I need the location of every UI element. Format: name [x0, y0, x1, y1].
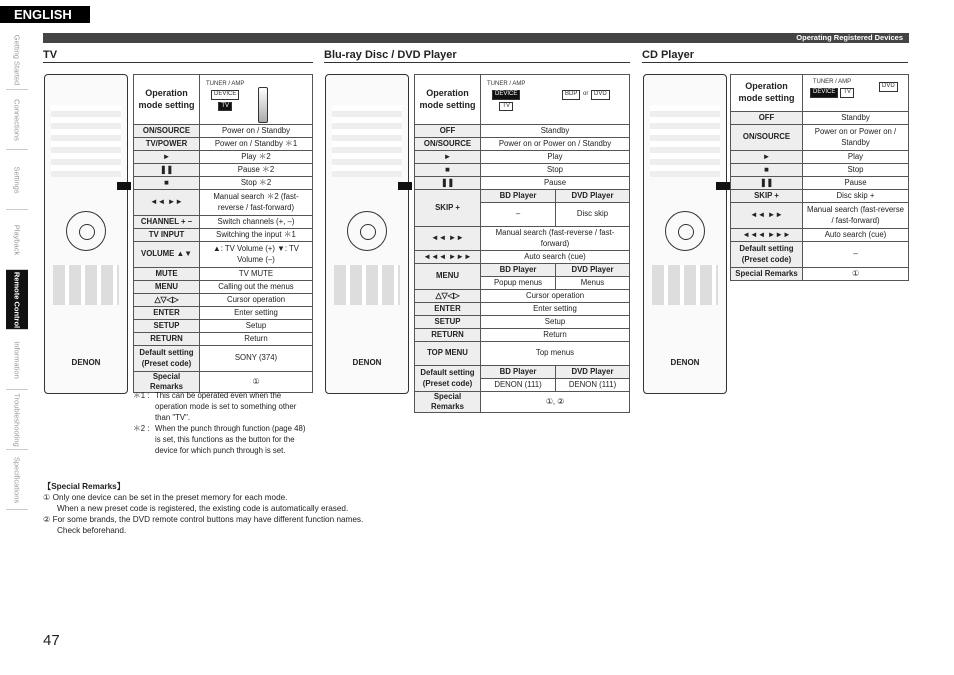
table-row: OFF Standby	[731, 112, 909, 125]
remote-control-image-cd: DENON	[643, 74, 727, 394]
table-row: ◄◄ ►► Manual search ＊2 (fast-reverse / fast-forward)	[134, 190, 313, 216]
nav-remote-control[interactable]: Remote Control	[6, 270, 28, 330]
table-row: TV INPUT Switching the input ＊1	[134, 229, 313, 242]
table-row: VOLUME ▲▼ ▲: TV Volume (+) ▼: TV Volume (–)	[134, 242, 313, 268]
nav-troubleshooting[interactable]: Troubleshooting	[6, 390, 28, 450]
side-navigation	[6, 30, 28, 510]
cd-table: Operation mode setting TUNER / AMP DEVICE TV DVD OFF Standby ON/SOURCE Power on or Power on / Standby ► Play ■ Stop ❚❚ Pause SKIP + Disc skip + ◄◄ ►► Manual search (fast-reverse / fast-forward) ◄◄◄ ►►► Auto search (cue) Default setting (Preset code) – Special Remarks ①	[730, 74, 909, 281]
nav-playback[interactable]: Playback	[6, 210, 28, 270]
table-row: ON/SOURCE Power on or Power on / Standby	[731, 125, 909, 151]
nav-getting-started[interactable]: Getting Started	[6, 30, 28, 90]
table-row: ■ Stop ＊2	[134, 177, 313, 190]
table-row: ❚❚ Pause	[731, 177, 909, 190]
table-row: Default setting (Preset code) –	[731, 242, 909, 268]
table-row: ■ Stop	[731, 164, 909, 177]
bd-table: Operation mode setting TUNER / AMP DEVICE TV BDP or DVD OFF Standby ON/SOURCE Power on or Power on / Standby ► Play ■ Stop ❚❚ Pause SKIP + BD Player DVD Player – Disc skip ◄◄ ►► Manual search (fast-reverse / fast-forward) ◄◄◄ ►►► Auto search (cue) MENU BD Player DVD Player Popup menus Menus △▽◁▷ Cursor operation ENTER Enter setting SETUP Setup RETURN Return TOP MENU Top menus Default setting (Preset code) BD Player DVD Player DENON (111) DENON (111) Special Remarks ①, ②	[414, 74, 630, 413]
table-row: SETUP Setup	[134, 320, 313, 333]
table-row: CHANNEL + – Switch channels (+, –)	[134, 216, 313, 229]
table-row: MENU Calling out the menus	[134, 281, 313, 294]
language-tab: ENGLISH	[0, 6, 90, 23]
special-remarks: 【Special Remarks】 ① Only one device can be set in the preset memory for each mode. When a new preset code is registered, the existing code is automatically erased. ② For some brands, the DVD remote control buttons may have different function names. Check beforehand.	[43, 482, 364, 536]
table-row: TV/POWER Power on / Standby ＊1	[134, 138, 313, 151]
table-row: RETURN Return	[134, 333, 313, 346]
footnotes: ＊1 : This can be operated even when the operation mode is set to something other than "TV". ＊2 : When the punch through function (page 48) is set, this functions as the button for the device for which punch through is set.	[133, 391, 306, 455]
table-row: ◄◄ ►► Manual search (fast-reverse / fast-forward)	[731, 203, 909, 229]
section-title-bd: Blu-ray Disc / DVD Player	[324, 49, 630, 63]
nav-connections[interactable]: Connections	[6, 90, 28, 150]
table-row: MUTE TV MUTE	[134, 268, 313, 281]
remote-control-image-bd: DENON	[325, 74, 409, 394]
table-row: ◄◄◄ ►►► Auto search (cue)	[731, 229, 909, 242]
table-row: ON/SOURCE Power on / Standby	[134, 125, 313, 138]
tv-table: Operation mode setting TUNER / AMP DEVICE TV ON/SOURCE Power on / Standby TV/POWER Power on / Standby ＊1 ► Play ＊2 ❚❚ Pause ＊2 ■ Stop ＊2 ◄◄ ►► Manual search ＊2 (fast-reverse / fast-forward) CHANNEL + – Switch channels (+, –) TV INPUT Switching the input ＊1 VOLUME ▲▼ ▲: TV Volume (+) ▼: TV Volume (–) MUTE TV MUTE MENU Calling out the menus △▽◁▷ Cursor operation ENTER Enter setting SETUP Setup RETURN Return Default setting (Preset code) SONY (374) Special Remarks ①	[133, 74, 313, 393]
mode-selector-tv: TUNER / AMP DEVICE TV	[200, 75, 313, 125]
table-row: Special Remarks ①	[134, 372, 313, 393]
nav-settings[interactable]: Settings	[6, 150, 28, 210]
nav-specifications[interactable]: Specifications	[6, 450, 28, 510]
table-row: ► Play ＊2	[134, 151, 313, 164]
table-row: Default setting (Preset code) SONY (374)	[134, 346, 313, 372]
mode-selector-bd: TUNER / AMP DEVICE TV BDP or DVD	[481, 75, 630, 125]
mode-selector-cd: TUNER / AMP DEVICE TV DVD	[803, 75, 909, 112]
table-row: ❚❚ Pause ＊2	[134, 164, 313, 177]
section-title-cd: CD Player	[642, 49, 908, 63]
table-row: SKIP + Disc skip +	[731, 190, 909, 203]
nav-information[interactable]: Information	[6, 330, 28, 390]
table-row: ► Play	[731, 151, 909, 164]
table-row: ENTER Enter setting	[134, 307, 313, 320]
header-bar: Operating Registered Devices	[43, 33, 909, 43]
table-row: Special Remarks ①	[731, 268, 909, 281]
remote-control-image-tv: DENON	[44, 74, 128, 394]
table-row: △▽◁▷ Cursor operation	[134, 294, 313, 307]
section-title-tv: TV	[43, 49, 313, 63]
page-number: 47	[43, 632, 60, 649]
